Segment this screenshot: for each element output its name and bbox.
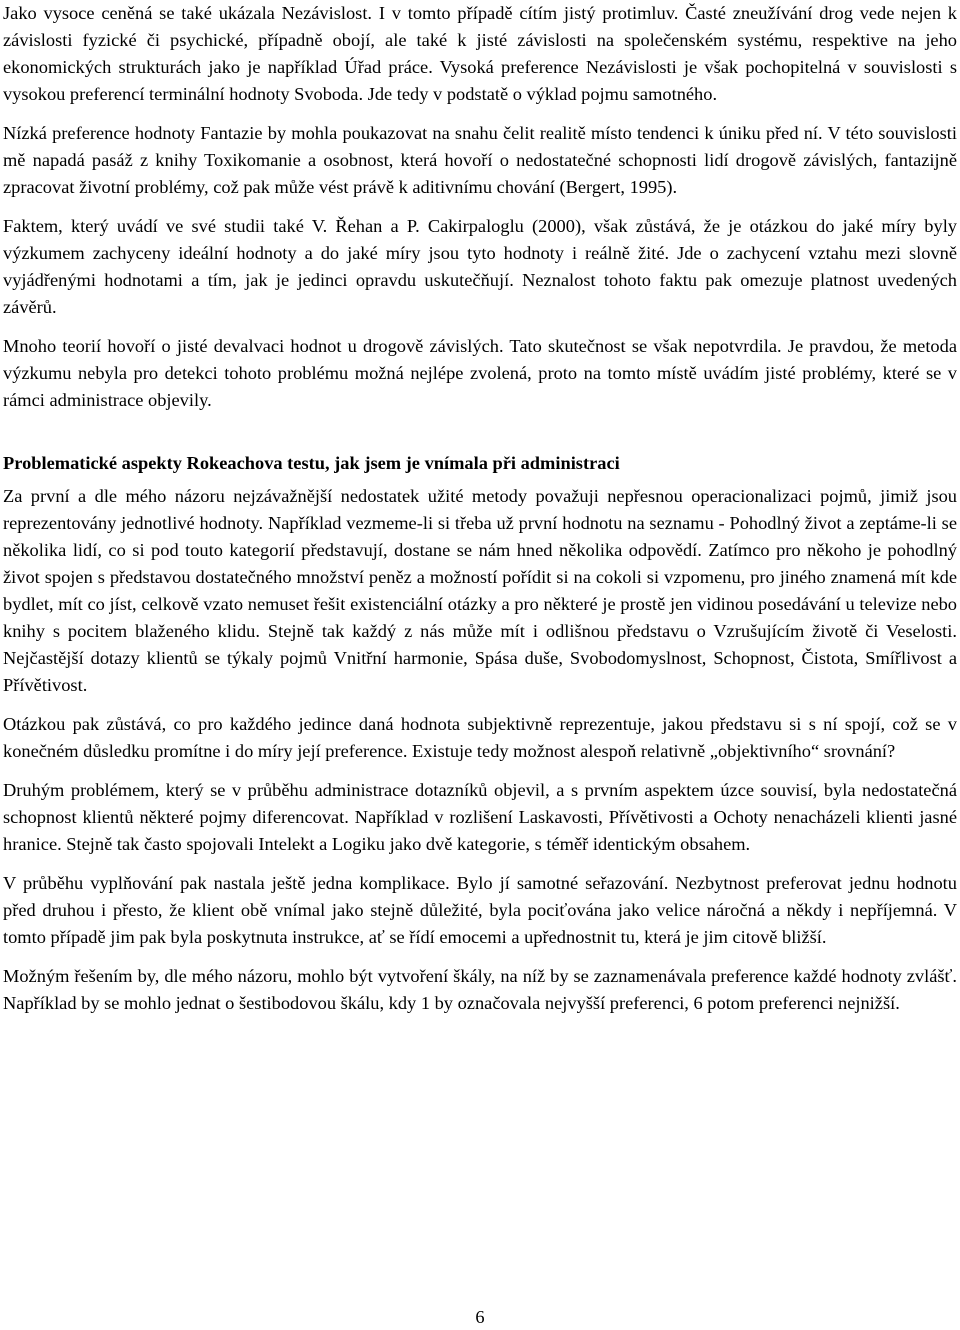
- paragraph-fantasy: Nízká preference hodnoty Fantazie by mohla poukazovat na snahu čelit realitě místo tendenci k úniku před ní. V této souvislosti mě napadá pasáž z knihy Toxikomanie a osobnost, která hovoří o nedostatečné schopnosti lidí drogově závislých, fantazijně zpracovat životní problémy, což pak může vést právě k aditivnímu chování (Bergert, 1995).: [3, 123, 957, 197]
- section-heading: Problematické aspekty Rokeachova testu, jak jsem je vnímala při administraci: [3, 453, 620, 473]
- paragraph-subjective-meaning: Otázkou pak zůstává, co pro každého jedince daná hodnota subjektivně reprezentuje, jakou představu si s ní spojí, což se v konečném důsledku promítne i do míry její preference. Existuje tedy možnost alespoň relativně „objektivního“ srovnání?: [3, 714, 957, 761]
- document-page: [3, 0, 957, 1029]
- paragraph-proposed-solution: Možným řešením by, dle mého názoru, mohlo být vytvoření škály, na níž by se zaznamenávala preference každé hodnoty zvlášť. Například by se mohlo jednat o šestibodovou škálu, kdy 1 by označovala nejvyšší preferenci, 6 potom preferenci nejnižší.: [3, 966, 957, 1013]
- paragraph-differentiation: Druhým problémem, který se v průběhu administrace dotazníků objevil, a s prvním aspektem úzce souvisí, byla nedostatečná schopnost klientů některé pojmy diferencovat. Například v rozlišení Laskavosti, Přívětivosti a Ochoty nenacházeli klienti jasné hranice. Stejně tak často spojovali Intelekt a Logiku jako dvě kategorie, s téměř identickým obsahem.: [3, 780, 957, 854]
- paragraph-independence: Jako vysoce ceněná se také ukázala Nezávislost. I v tomto případě cítím jistý protimluv. Časté zneužívání drog vede nejen k závislosti fyzické či psychické, případně obojí, ale také k jisté závislosti na společenském systému, respektive na jeho ekonomických strukturách jako je například Úřad práce. Vysoká preference Nezávislosti je však pochopitelná v souvislosti s vysokou preferencí terminální hodnoty Svoboda. Jde tedy v podstatě o výklad pojmu samotného.: [3, 3, 957, 104]
- paragraph-ranking-complication: V průběhu vyplňování pak nastala ještě jedna komplikace. Bylo jí samotné seřazování. Nezbytnost preferovat jednu hodnotu před druhou i přesto, že klient obě vnímal jako stejně důležité, byla pociťována jako velice náročná a někdy i nepříjemná. V tomto případě jim pak byla poskytnuta instrukce, ať se řídí emocemi a upřednostnit tu, která je jim citově bližší.: [3, 873, 957, 947]
- paragraph-values-study: Faktem, který uvádí ve své studii také V. Řehan a P. Cakirpaloglu (2000), však zůstává, že je otázkou do jaké míry byly výzkumem zachyceny ideální hodnoty a do jaké míry jsou tyto hodnoty i reálně žité. Jde o zachycení vztahu mezi slovně vyjádřenými hodnotami a tím, jak je jedinci opravdu uskutečňují. Neznalost tohoto faktu pak omezuje platnost uvedených závěrů.: [3, 216, 957, 317]
- paragraph-operationalization: Za první a dle mého názoru nejzávažnější nedostatek užité metody považuji nepřesnou operacionalizaci pojmů, jimiž jsou reprezentovány jednotlivé hodnoty. Například vezmeme-li si třeba už první hodnotu na seznamu - Pohodlný život a zeptáme-li se několika lidí, co si pod touto kategorií představují, dostane se nám hned několika odpovědí. Zatímco pro někoho je pohodlný život spojen s představou dostatečného množství peněz a možností pořídit si na cokoli si vzpomenu, pro jiného znamená mít kde bydlet, mít co jíst, celkově vzato nemuset řešit existenciální otázky a pro některé je prostě jen vidinou posedávání u televize nebo knihy s pocitem blaženého klidu. Stejně tak každý z nás může mít i odlišnou představu o Vzrušujícím životě či Veselosti. Nejčastější dotazy klientů se týkaly pojmů Vnitřní harmonie, Spása duše, Svobodomyslnost, Schopnost, Čistota, Smířlivost a Přívětivost.: [3, 486, 957, 695]
- page-number: 6: [475, 1307, 485, 1327]
- paragraph-devaluation: Mnoho teorií hovoří o jisté devalvaci hodnot u drogově závislých. Tato skutečnost se však nepotvrdila. Je pravdou, že metoda výzkumu nebyla pro detekci tohoto problému možná nejlépe zvolená, proto na tomto místě uvádím jisté problémy, které se v rámci administrace objevily.: [3, 336, 957, 410]
